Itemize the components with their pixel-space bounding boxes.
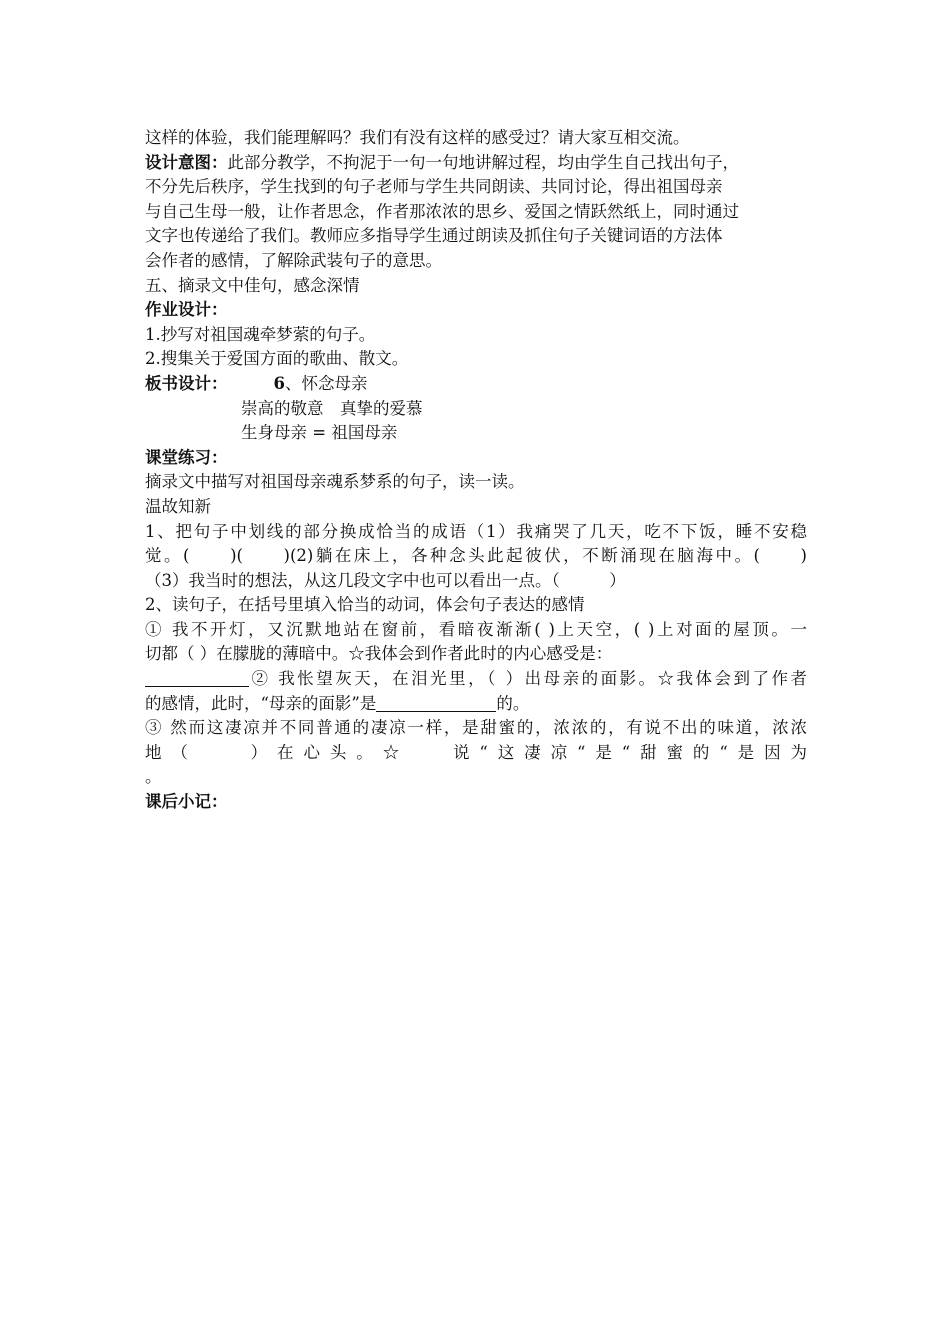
design-intent-line: 不分先后秩序，学生找到的句子老师与学生共同朗读、共同讨论，得出祖国母亲	[145, 177, 723, 197]
sentence-1-line: ① 我不开灯，又沉默地站在窗前，看暗夜渐渐( )上天空，( )上对面的屋顶。一	[145, 619, 807, 639]
sentence-3-line: ③ 然而这凄凉并不同普通的凄凉一样，是甜蜜的，浓浓的，有说不出的味道，浓浓	[145, 718, 807, 738]
sentence-3-text: 说“这凄凉“是“甜蜜的“是因为	[443, 742, 808, 762]
afterclass-label: 课后小记：	[145, 792, 228, 812]
review-title: 温故知新	[145, 496, 211, 516]
homework-label: 作业设计：	[145, 300, 228, 320]
design-intent	[145, 151, 807, 274]
practice-label: 课堂练习：	[145, 447, 228, 467]
board-title	[274, 372, 368, 397]
question-1-line: 1、把句子中划线的部分换成恰当的成语（1）我痛哭了几天，吃不下饭，睡不安稳	[145, 521, 807, 541]
question-2: 2、读句子，在括号里填入恰当的动词，体会句子表达的感情	[145, 595, 585, 615]
design-intent-line: 文字也传递给了我们。教师应多指导学生通过朗读及抓住句子关键词语的方法体	[145, 226, 723, 246]
practice-text: 摘录文中描写对祖国母亲魂系梦系的句子，读一读。	[145, 472, 525, 492]
sentence-1-line: 切都（ ）在朦胧的薄暗中。☆我体会到作者此时的内心感受是：	[145, 644, 613, 664]
answer-blank[interactable]	[145, 668, 249, 687]
sentence-2-text: 的感情，此时，“母亲的面影”是	[145, 693, 377, 713]
lesson-number: 6	[273, 373, 285, 393]
design-intent-line: 此部分教学，不拘泥于一句一句地讲解过程，均由学生自己找出句子，	[227, 152, 739, 172]
sentence-3-text: 地（ ）在心头。☆	[145, 742, 410, 762]
board-line: 生身母亲 = 祖国母亲	[241, 423, 398, 443]
board-line: 崇高的敬意 真挚的爱慕	[241, 398, 423, 418]
section-five-heading: 五、摘录文中佳句，感念深情	[145, 275, 360, 295]
question-1-line: （3）我当时的想法，从这几段文字中也可以看出一点。（ ）	[145, 570, 626, 590]
question-1-line: 觉。( )( )(2)躺在床上，各种念头此起彼伏，不断涌现在脑海中。( )	[145, 546, 807, 566]
sentence-2-text: ② 我怅望灰天，在泪光里，（ ）出母亲的面影。☆我体会到了作者	[249, 669, 807, 689]
design-intent-line: 会作者的感情，了解除武装句子的意思。	[145, 250, 442, 270]
homework-item: 2.搜集关于爱国方面的歌曲、散文。	[145, 349, 409, 369]
paragraph-intro: 这样的体验，我们能理解吗？我们有没有这样的感受过？请大家互相交流。	[145, 128, 690, 147]
sentence-2-text: 的。	[496, 693, 530, 713]
sentence-3-end: 。	[145, 767, 162, 787]
board-label: 板书设计：	[145, 373, 228, 393]
document-page	[145, 126, 807, 815]
lesson-title: 、怀念母亲	[284, 373, 368, 393]
homework-item: 1.抄写对祖国魂牵梦萦的句子。	[145, 324, 376, 344]
design-intent-line: 与自己生母一般，让作者思念，作者那浓浓的思乡、爱国之情跃然纸上，同时通过	[145, 201, 739, 221]
design-intent-label: 设计意图：	[145, 152, 228, 172]
answer-blank[interactable]	[376, 693, 496, 712]
